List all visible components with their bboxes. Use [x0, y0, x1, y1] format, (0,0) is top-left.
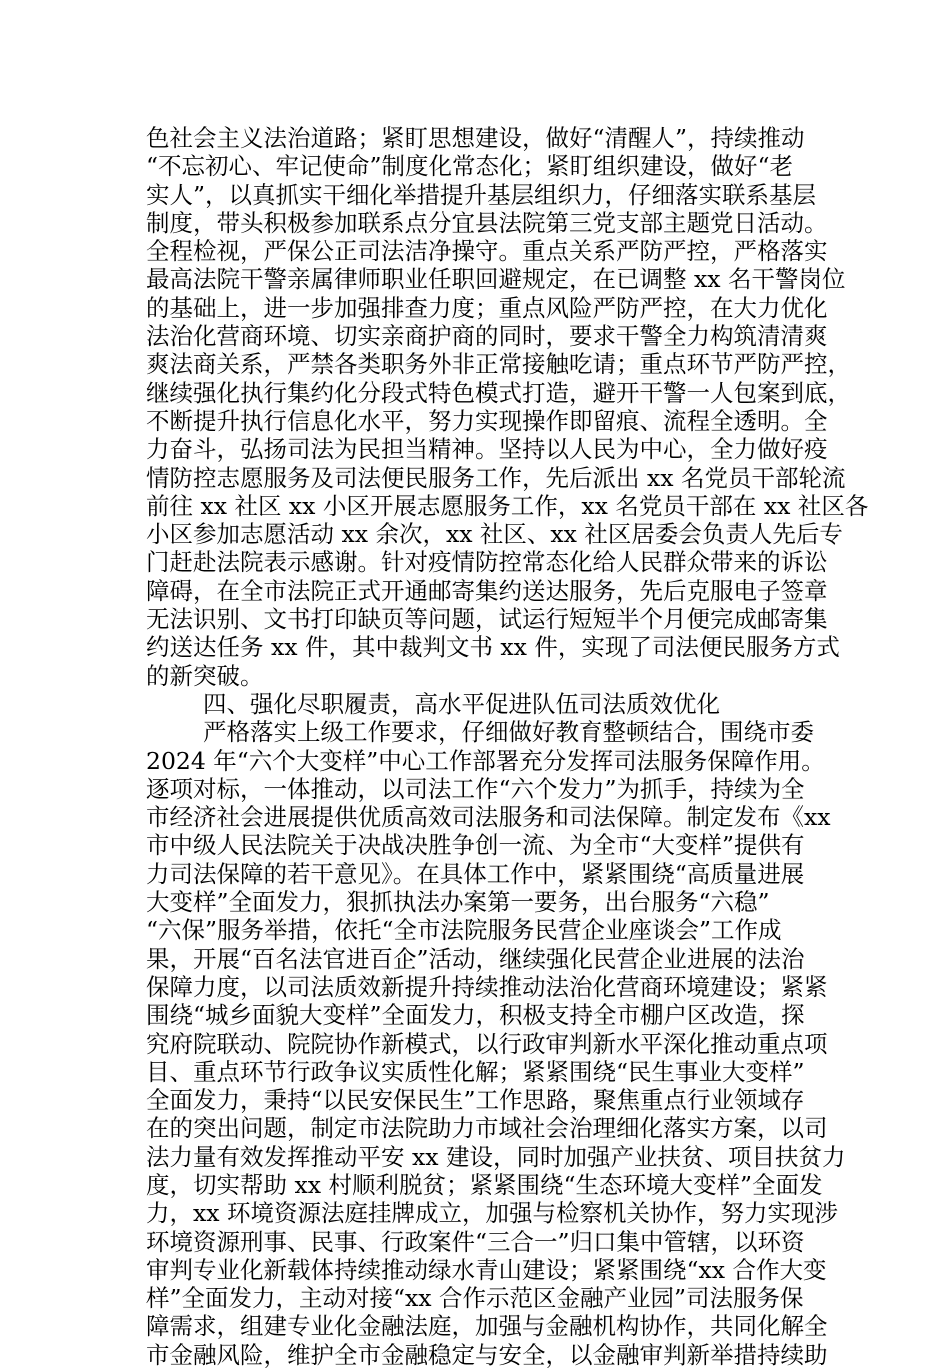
text-line: 门赶赴法院表示感谢。针对疫情防控常态化给人民群众带来的诉讼: [146, 548, 828, 577]
text-line: 继续强化执行集约化分段式特色模式打造，避开干警一人包案到底，: [146, 378, 851, 407]
text-line: 在的突出问题，制定市法院助力市域社会治理细化落实方案，以司: [146, 1114, 828, 1143]
text-line: 保障力度，以司法质效新提升持续推动法治化营商环境建设；紧紧: [146, 972, 828, 1001]
text-line: 审判专业化新载体持续推动绿水青山建设；紧紧围绕“xx 合作大变: [146, 1255, 827, 1284]
text-line: 实人”，以真抓实干细化举措提升基层组织力，仔细落实联系基层: [146, 180, 817, 209]
text-line: 力司法保障的若干意见》。在具体工作中，紧紧围绕“高质量进展: [146, 859, 805, 888]
text-line: 色社会主义法治道路；紧盯思想建设，做好“清醒人”，持续推动: [146, 124, 805, 152]
text-line: 障碍，在全市法院正式开通邮寄集约送达服务，先后克服电子签章: [146, 576, 828, 605]
text-line: 大变样”全面发力，狠抓执法办案第一要务，出台服务“六稳”: [146, 888, 770, 917]
text-line: 力，xx 环境资源法庭挂牌成立，加强与检察机关协作，努力实现涉: [146, 1199, 838, 1228]
section-heading: 四、强化尽职履责，高水平促进队伍司法质效优化: [203, 689, 720, 718]
text-line: 制度，带头积极参加联系点分宜县法院第三党支部主题党日活动。: [146, 208, 828, 237]
text-line: 环境资源刑事、民事、行政案件“三合一”归口集中管辖，以环资: [146, 1227, 805, 1256]
text-line: 目、重点环节行政争议实质性化解；紧紧围绕“民生事业大变样”: [146, 1057, 805, 1086]
text-line: 最高法院干警亲属律师职业任职回避规定，在已调整 xx 名干警岗位: [146, 265, 846, 294]
text-line: 样”全面发力，主动对接“xx 合作示范区金融产业园”司法服务保: [146, 1284, 804, 1313]
text-line: 无法识别、文书打印缺页等问题，试运行短短半个月便完成邮寄集: [146, 605, 828, 634]
text-line: 市中级人民法院关于决战决胜争创一流、为全市“大变样”提供有: [146, 831, 805, 860]
text-line: 的基础上，进一步加强排查力度；重点风险严防严控，在大力优化: [146, 293, 828, 322]
text-line: 爽法商关系，严禁各类职务外非正常接触吃请；重点环节严防严控，: [146, 350, 851, 379]
text-line: 力奋斗，弘扬司法为民担当精神。坚持以人民为中心，全力做好疫: [146, 435, 828, 464]
text-line: 逐项对标，一体推动，以司法工作“六个发力”为抓手，持续为全: [146, 774, 805, 803]
text-line: 法力量有效发挥推动平安 xx 建设，同时加强产业扶贫、项目扶贫力: [146, 1142, 846, 1171]
text-line: 市经济社会进展提供优质高效司法服务和司法保障。制定发布《xx: [146, 803, 831, 832]
paragraph-first-line: 严格落实上级工作要求，仔细做好教育整顿结合，围绕市委: [203, 718, 814, 747]
text-line: 法治化营商环境、切实亲商护商的同时，要求干警全力构筑清清爽: [146, 322, 828, 351]
text-line: 究府院联动、院院协作新模式，以行政审判新水平深化推动重点项: [146, 1029, 828, 1058]
text-line: 度，切实帮助 xx 村顺利脱贫；紧紧围绕“生态环境大变样”全面发: [146, 1170, 823, 1199]
text-line: 小区参加志愿活动 xx 余次，xx 社区、xx 社区居委会负责人先后专: [146, 520, 843, 549]
text-line: 全面发力，秉持“以民安保民生”工作思路，聚焦重点行业领域存: [146, 1086, 805, 1115]
text-line: 情防控志愿服务及司法便民服务工作，先后派出 xx 名党员干部轮流: [146, 463, 846, 492]
body-text: [146, 124, 869, 1369]
text-line: 约送达任务 xx 件，其中裁判文书 xx 件，实现了司法便民服务方式: [146, 633, 840, 662]
text-line: 果，开展“百名法官进百企”活动，继续强化民营企业进展的法治: [146, 944, 805, 973]
text-line: 不断提升执行信息化水平，努力实现操作即留痕、流程全透明。全: [146, 406, 828, 435]
text-line: 围绕“城乡面貌大变样”全面发力，积极支持全市棚户区改造，探: [146, 1001, 805, 1030]
text-line: 全程检视，严保公正司法洁净操守。重点关系严防严控，严格落实: [146, 237, 828, 266]
text-line: “不忘初心、牢记使命”制度化常态化；紧盯组织建设，做好“老: [146, 152, 794, 181]
text-line: 障需求，组建专业化金融法庭，加强与金融机构协作，共同化解全: [146, 1312, 828, 1341]
text-line: “六保”服务举措，依托“全市法院服务民营企业座谈会”工作成: [146, 916, 782, 945]
text-line: 前往 xx 社区 xx 小区开展志愿服务工作，xx 名党员干部在 xx 社区各: [146, 491, 869, 520]
text-line: 的新突破。: [146, 661, 264, 690]
text-line: 2024 年“六个大变样”中心工作部署充分发挥司法服务保障作用。: [146, 746, 825, 775]
text-line: 市金融风险，维护全市金融稳定与安全，以金融审判新举措持续助: [146, 1340, 828, 1369]
